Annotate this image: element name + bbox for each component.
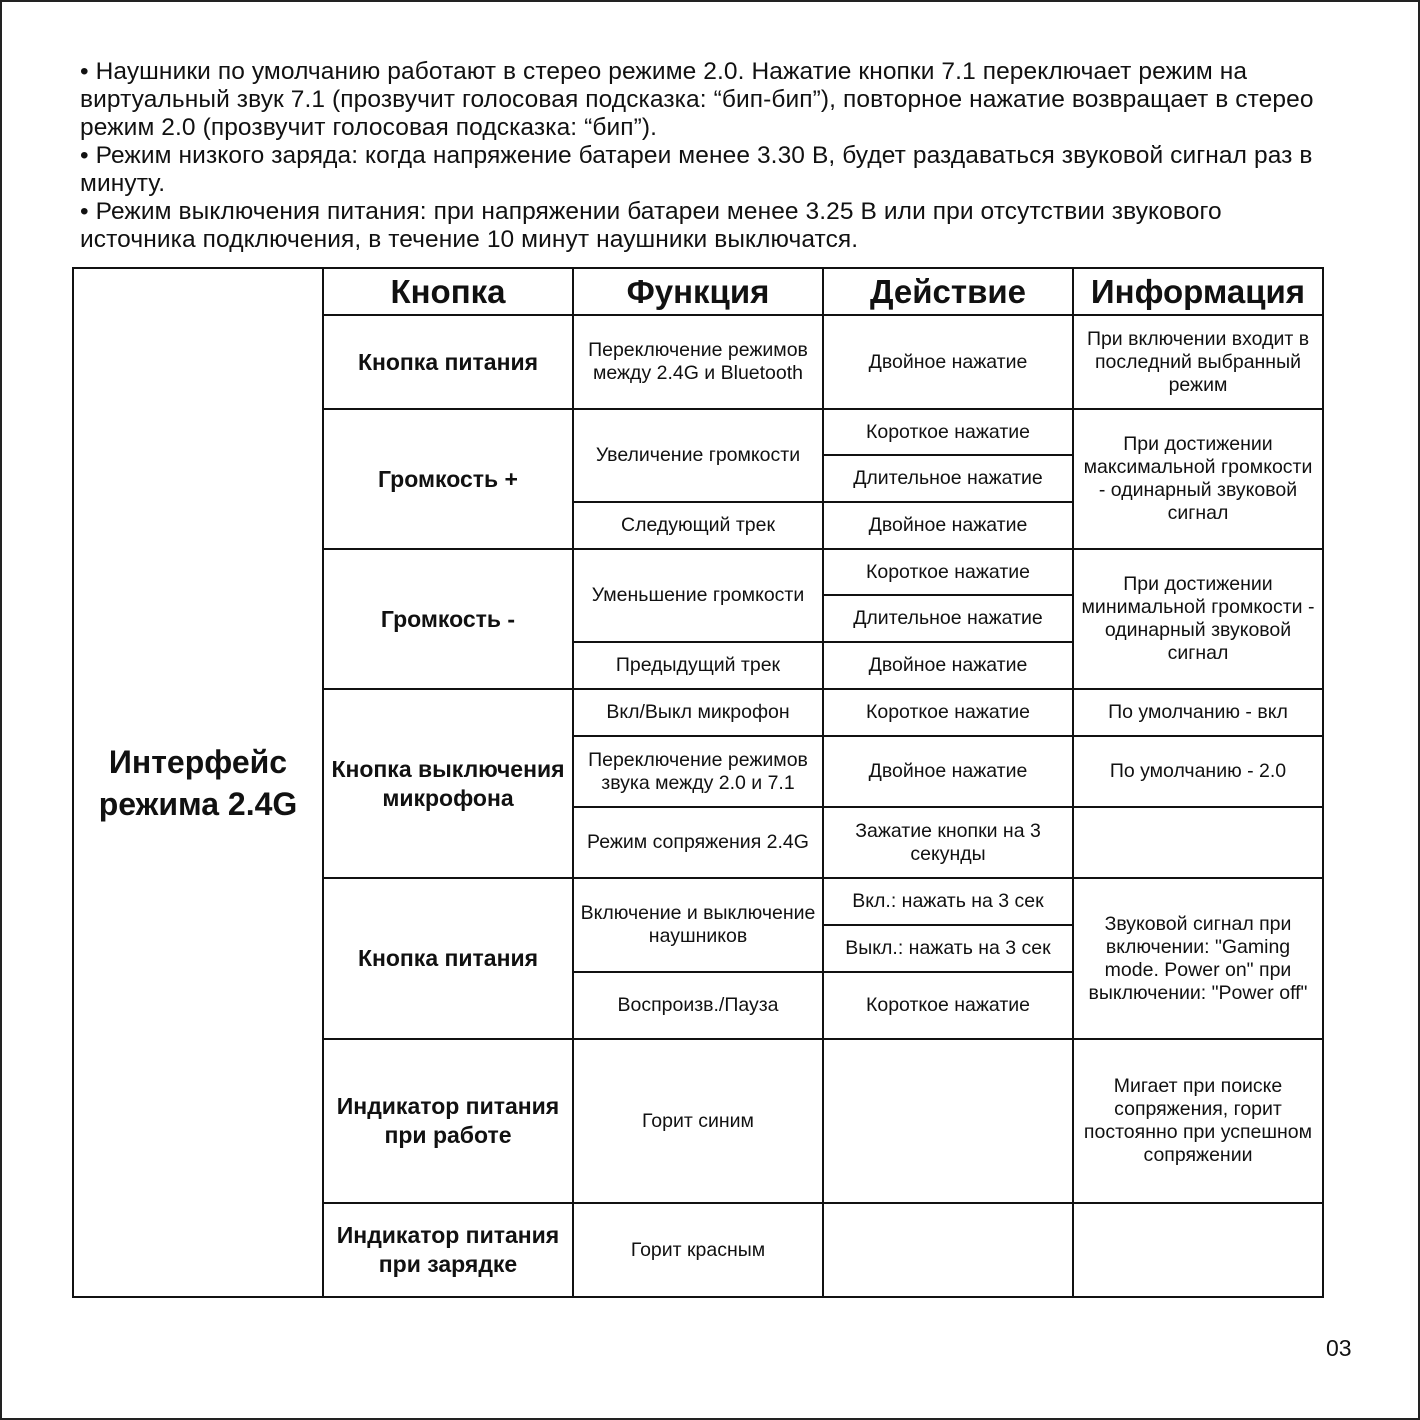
- function-cell: Переключение режимов звука между 2.0 и 7.1: [573, 736, 823, 807]
- info-cell: При включении входит в последний выбранный режим: [1073, 315, 1323, 409]
- action-cell: Зажатие кнопки на 3 секунды: [823, 807, 1073, 878]
- key-volume-down: Громкость -: [323, 549, 573, 689]
- action-cell: Короткое нажатие: [823, 409, 1073, 455]
- action-cell-empty: [823, 1203, 1073, 1297]
- intro-paragraph-power-off: • Режим выключения питания: при напряжении батареи менее 3.25 В или при отсутствии звукового источника подключения, в течение 10 минут наушники выключатся.: [80, 198, 1222, 253]
- info-cell: Мигает при поиске сопряжения, горит постоянно при успешном сопряжении: [1073, 1039, 1323, 1203]
- header-button: Кнопка: [323, 268, 573, 315]
- action-cell: Длительное нажатие: [823, 595, 1073, 642]
- page-number: 03: [1326, 1335, 1352, 1361]
- key-indicator-charge: Индикатор питания при зарядке: [323, 1203, 573, 1297]
- header-row: [73, 268, 1323, 315]
- info-cell-empty: [1073, 1203, 1323, 1297]
- action-cell: Короткое нажатие: [823, 689, 1073, 736]
- function-cell: Горит синим: [573, 1039, 823, 1203]
- info-cell: При достижении минимальной громкости - одинарный звуковой сигнал: [1073, 549, 1323, 689]
- function-cell: Режим сопряжения 2.4G: [573, 807, 823, 878]
- function-cell: Предыдущий трек: [573, 642, 823, 689]
- action-cell-empty: [823, 1039, 1073, 1203]
- header-info: Информация: [1073, 268, 1323, 315]
- function-cell: Воспроизв./Пауза: [573, 972, 823, 1039]
- controls-table: [72, 267, 1324, 1298]
- function-cell: Включение и выключение наушников: [573, 878, 823, 972]
- action-cell: Выкл.: нажать на 3 сек: [823, 925, 1073, 972]
- action-cell: Короткое нажатие: [823, 549, 1073, 595]
- intro-text: [80, 58, 1330, 254]
- action-cell: Двойное нажатие: [823, 315, 1073, 409]
- header-function: Функция: [573, 268, 823, 315]
- intro-paragraph-stereo: • Наушники по умолчанию работают в стерео режиме 2.0. Нажатие кнопки 7.1 переключает режим на виртуальный звук 7.1 (прозвучит голосовая подсказка: “бип-бип”), повторное нажатие возвращает в стерео режим 2.0 (прозвучит голосовая подсказка: “бип”).: [80, 58, 1314, 141]
- action-cell: Двойное нажатие: [823, 642, 1073, 689]
- key-indicator-work: Индикатор питания при работе: [323, 1039, 573, 1203]
- action-cell: Двойное нажатие: [823, 502, 1073, 549]
- info-cell-empty: [1073, 807, 1323, 878]
- function-cell: Переключение режимов между 2.4G и Bluetooth: [573, 315, 823, 409]
- action-cell: Короткое нажатие: [823, 972, 1073, 1039]
- info-cell: По умолчанию - вкл: [1073, 689, 1323, 736]
- mode-title: Интерфейс режима 2.4G: [73, 268, 323, 1297]
- key-power-button-2: Кнопка питания: [323, 878, 573, 1039]
- info-cell: При достижении максимальной громкости - одинарный звуковой сигнал: [1073, 409, 1323, 549]
- function-cell: Уменьшение громкости: [573, 549, 823, 642]
- info-cell: По умолчанию - 2.0: [1073, 736, 1323, 807]
- intro-paragraph-low-battery: • Режим низкого заряда: когда напряжение батареи менее 3.30 В, будет раздаваться звуковой сигнал раз в минуту.: [80, 142, 1313, 197]
- header-action: Действие: [823, 268, 1073, 315]
- function-cell: Следующий трек: [573, 502, 823, 549]
- function-cell: Увеличение громкости: [573, 409, 823, 502]
- function-cell: Вкл/Выкл микрофон: [573, 689, 823, 736]
- action-cell: Вкл.: нажать на 3 сек: [823, 878, 1073, 925]
- info-cell: Звуковой сигнал при включении: "Gaming mode. Power on" при выключении: "Power off": [1073, 878, 1323, 1039]
- action-cell: Длительное нажатие: [823, 455, 1073, 502]
- key-power-button: Кнопка питания: [323, 315, 573, 409]
- action-cell: Двойное нажатие: [823, 736, 1073, 807]
- key-mic-button: Кнопка выключения микрофона: [323, 689, 573, 878]
- function-cell: Горит красным: [573, 1203, 823, 1297]
- key-volume-up: Громкость +: [323, 409, 573, 549]
